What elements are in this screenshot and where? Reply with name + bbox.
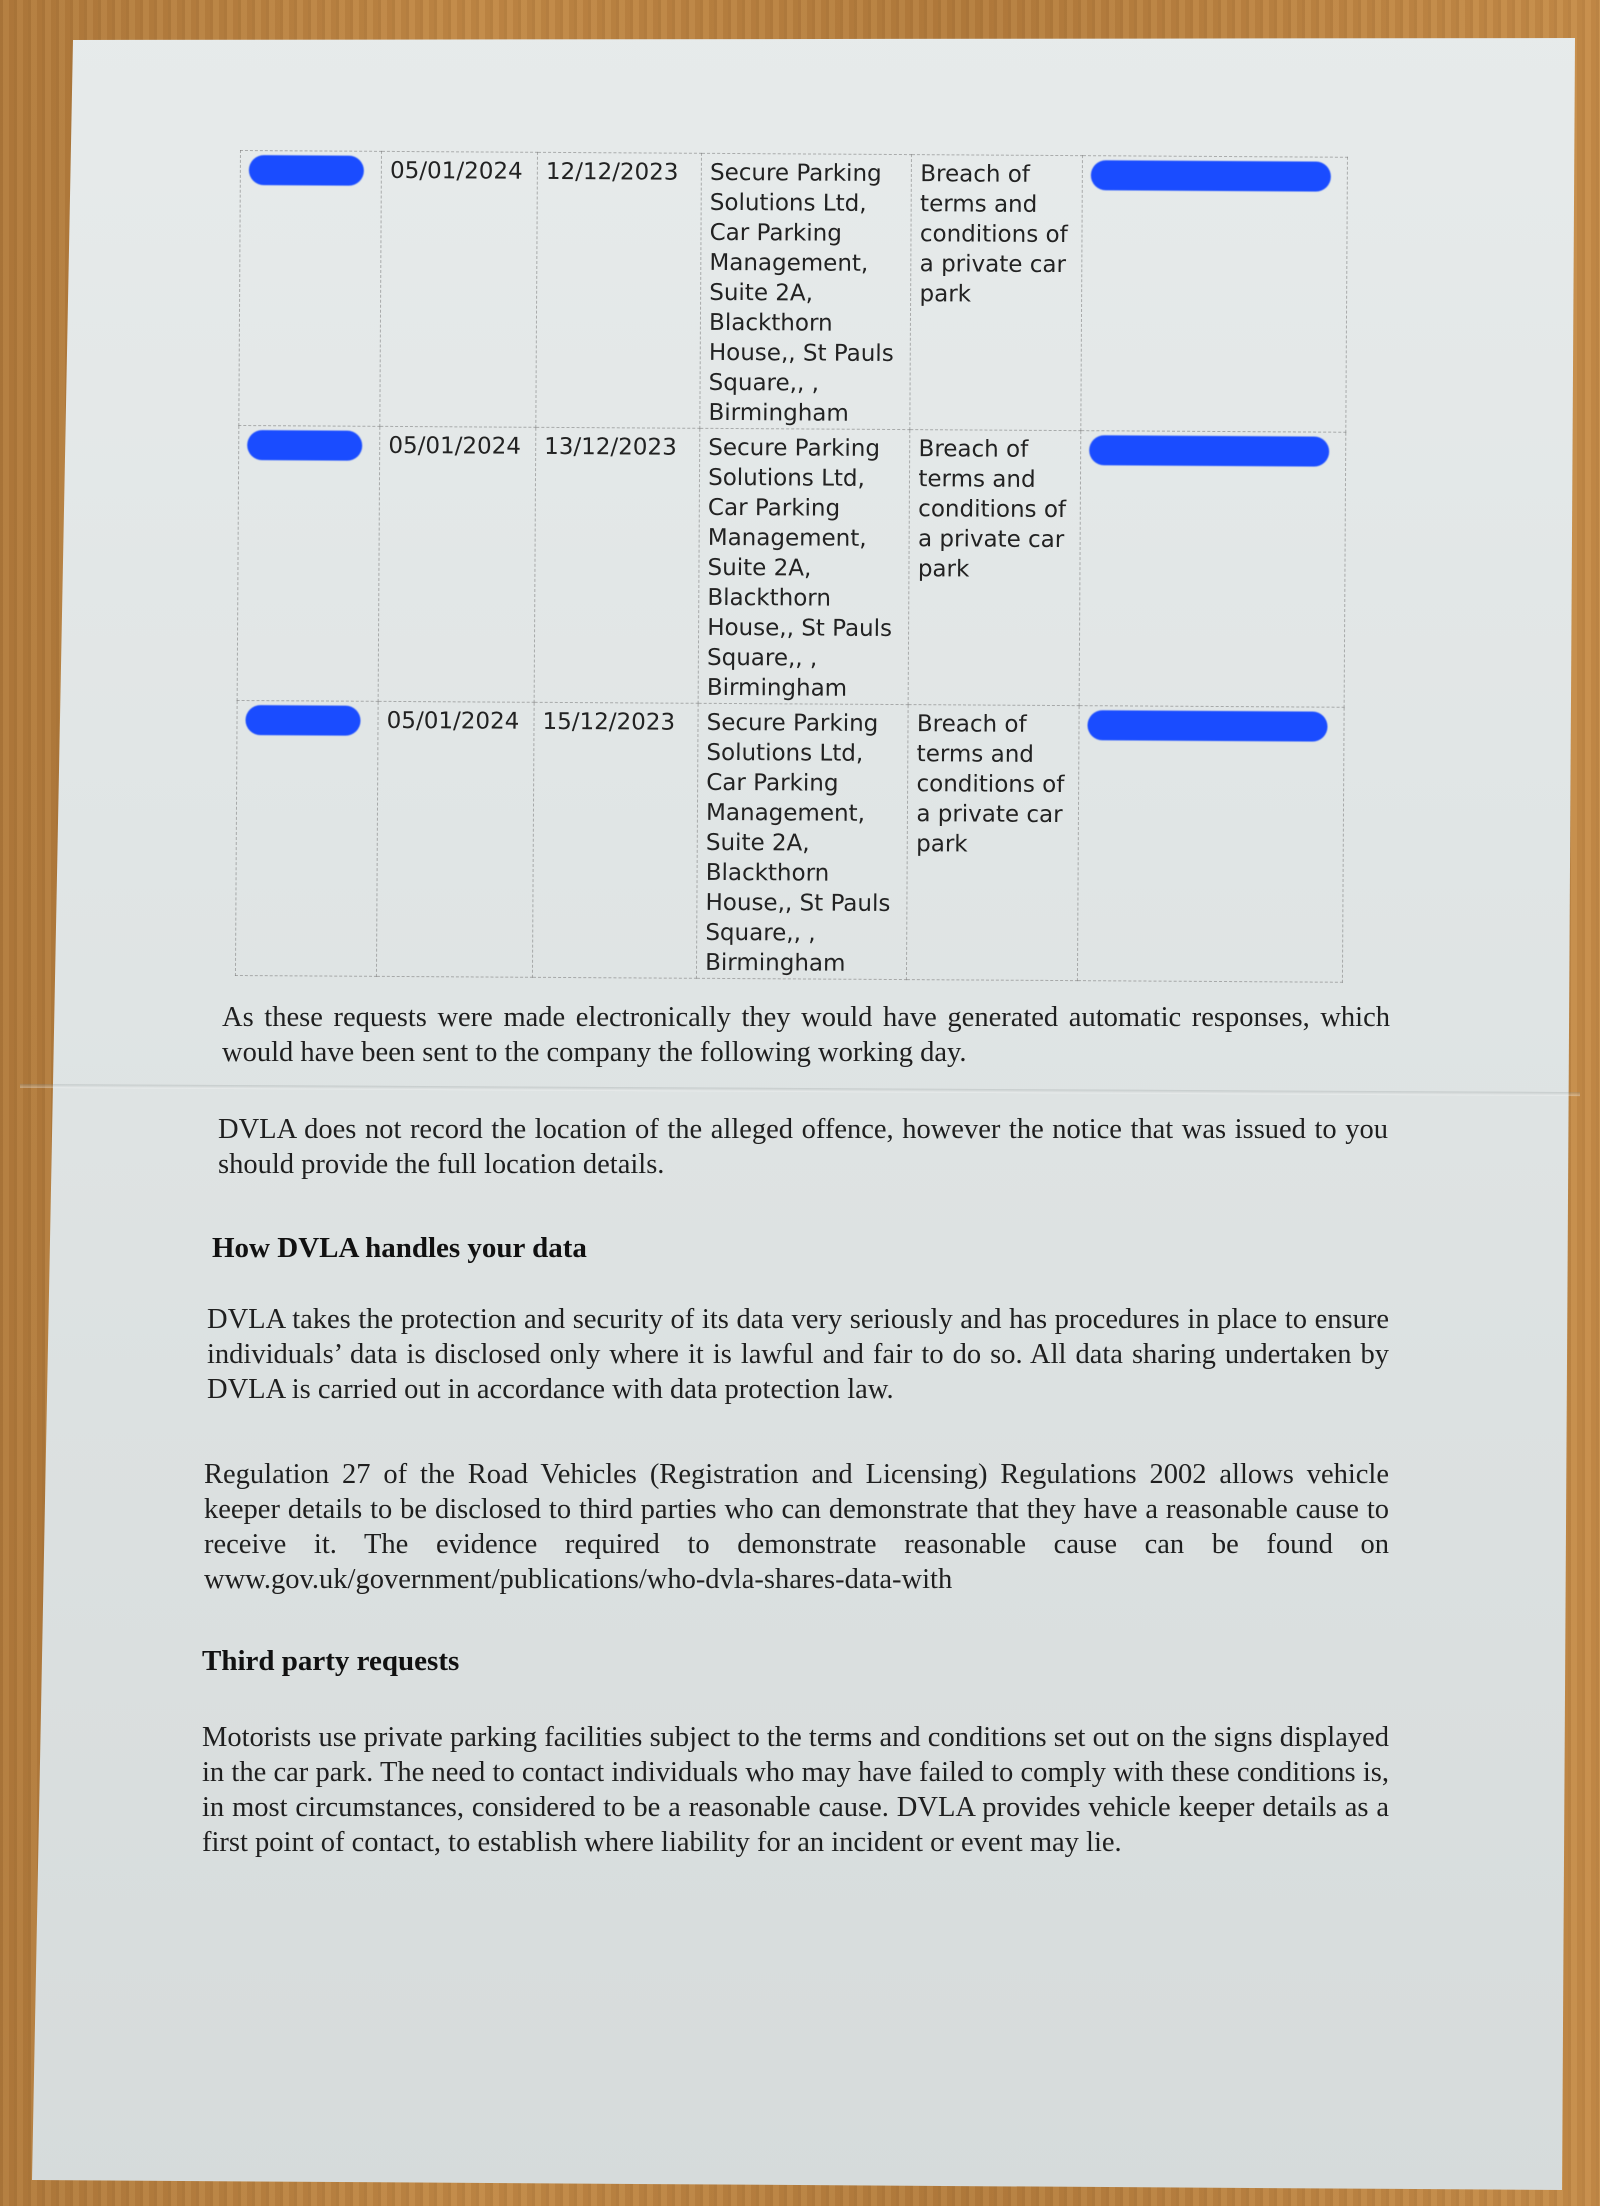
- redaction-mark: [249, 155, 364, 186]
- redacted-cell: [1077, 706, 1344, 983]
- paragraph-regulation-27: Regulation 27 of the Road Vehicles (Registration and Licensing) Regulations 2002 allows vehicle keeper details to be disclosed to third parties who can demonstrate that they have a reasonable cause to receive it. The evidence required to demonstrate reasonable cause can be found on www.gov.uk/government/publications/who-dvla-shares-data-with: [204, 1459, 1389, 1595]
- paragraph-electronic-requests: As these requests were made electronically they would have generated automatic responses, which would have been sent to the company the following working day.: [222, 1002, 1390, 1068]
- redaction-mark: [247, 430, 362, 461]
- reason-cell: Breach of terms and conditions of a private car park: [910, 155, 1082, 431]
- paragraph-location: DVLA does not record the location of the alleged offence, however the notice that was issued to you should provide the full location details.: [218, 1114, 1388, 1180]
- reference-cell: [235, 700, 378, 976]
- reason-cell: Breach of terms and conditions of a private car park: [907, 705, 1079, 981]
- table-row: [237, 425, 1346, 707]
- table-row: [235, 700, 1344, 982]
- reason-cell: Breach of terms and conditions of a private car park: [909, 430, 1081, 706]
- event-date-cell: 13/12/2023: [534, 427, 700, 703]
- table-row: [239, 151, 1348, 433]
- heading-third-party: Third party requests: [202, 1645, 460, 1677]
- redaction-mark: [1089, 435, 1329, 466]
- redaction-mark: [1087, 710, 1327, 741]
- reference-cell: [237, 425, 380, 701]
- reference-cell: [239, 151, 382, 427]
- redaction-mark: [245, 705, 360, 736]
- redacted-cell: [1079, 431, 1346, 708]
- company-cell: Secure Parking Solutions Ltd, Car Parking Management, Suite 2A, Blackthorn House,, St Pauls Square,, , Birmingham: [697, 703, 909, 979]
- request-date-cell: 05/01/2024: [377, 701, 534, 977]
- request-table: [235, 150, 1348, 983]
- paragraph-private-parking: Motorists use private parking facilities subject to the terms and conditions set out on the signs displayed in the car park. The need to contact individuals who may have failed to comply with these conditions is, in most circumstances, considered to be a reasonable cause. DVLA provides vehicle keeper details as a first point of contact, to establish where liability for an incident or event may lie.: [202, 1722, 1389, 1858]
- request-date-cell: 05/01/2024: [380, 151, 537, 427]
- redaction-mark: [1090, 160, 1330, 191]
- company-cell: Secure Parking Solutions Ltd, Car Parking Management, Suite 2A, Blackthorn House,, St Pauls Square,, , Birmingham: [700, 153, 912, 429]
- heading-data-handling: How DVLA handles your data: [212, 1232, 587, 1264]
- redacted-cell: [1080, 156, 1347, 433]
- request-date-cell: 05/01/2024: [378, 426, 535, 702]
- event-date-cell: 15/12/2023: [532, 702, 698, 978]
- company-cell: Secure Parking Solutions Ltd, Car Parking Management, Suite 2A, Blackthorn House,, St Pauls Square,, , Birmingham: [698, 428, 910, 704]
- event-date-cell: 12/12/2023: [536, 152, 702, 428]
- paragraph-data-protection: DVLA takes the protection and security of its data very seriously and has procedures in place to ensure individuals’ data is disclosed only where it is lawful and fair to do so. All data sharing undertaken by DVLA is carried out in accordance with data protection law.: [207, 1304, 1389, 1405]
